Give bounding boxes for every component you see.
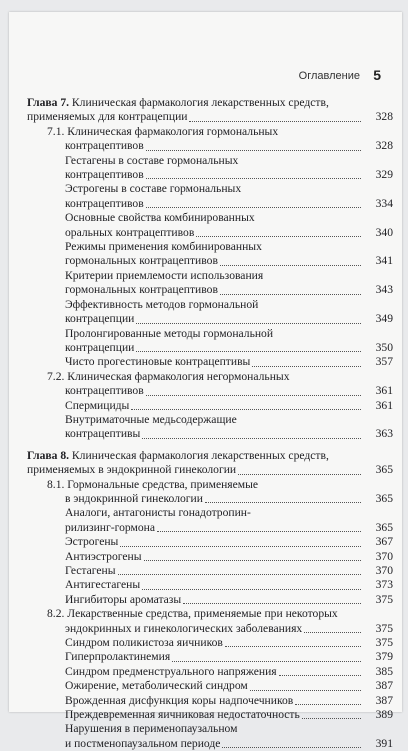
toc-entry-text: Ожирение, метаболический синдром xyxy=(65,679,248,693)
toc-entry-text: Гестагены в составе гормональных xyxy=(65,153,239,167)
toc-entry-text: оральных контрацептивов xyxy=(65,225,195,239)
dot-leader xyxy=(279,675,361,676)
toc-page-number: 387 xyxy=(375,693,393,707)
toc-subsection-entry[interactable] xyxy=(27,535,393,549)
toc-entry-text: контрацептивов xyxy=(65,168,144,182)
dot-leader xyxy=(220,294,361,295)
dot-leader xyxy=(146,207,361,208)
toc-section-entry[interactable] xyxy=(27,478,393,507)
dot-leader xyxy=(302,718,361,719)
toc-entry-text: контрацепции xyxy=(65,312,135,326)
dot-leader xyxy=(220,265,361,266)
dot-leader xyxy=(183,603,361,604)
toc-entry-text: контрацептивы xyxy=(65,427,141,441)
dot-leader xyxy=(118,574,362,575)
toc-subsection-entry[interactable] xyxy=(27,413,393,442)
dot-leader xyxy=(142,589,361,590)
toc-entry-text: Режимы применения комбинированных xyxy=(65,240,262,254)
dot-leader xyxy=(136,323,361,324)
page-header xyxy=(9,67,402,89)
dot-leader xyxy=(172,661,361,662)
dot-leader xyxy=(157,531,361,532)
toc-entry-text: Клиническая фармакология лекарственных средств, xyxy=(71,96,329,109)
toc-entry-text: Внутриматочные медьсодержащие xyxy=(65,412,237,426)
toc-subsection-entry[interactable] xyxy=(27,182,393,211)
toc-entry-text: Основные свойства комбинированных xyxy=(65,211,255,225)
toc-subsection-entry[interactable] xyxy=(27,694,393,708)
toc-entry-text: Эстрогены xyxy=(65,535,119,549)
toc-entry-text: 7.1. Клиническая фармакология гормональных xyxy=(47,124,279,138)
toc-entry-text: контрацептивов xyxy=(65,384,144,398)
toc-page-number: 365 xyxy=(375,463,393,477)
toc-page-number: 361 xyxy=(375,398,393,412)
toc-subsection-entry[interactable] xyxy=(27,564,393,578)
toc-entry-text: контрацепции xyxy=(65,340,135,354)
toc-entry-text: контрацептивов xyxy=(65,139,144,153)
toc-subsection-entry[interactable] xyxy=(27,355,393,369)
dot-leader xyxy=(205,502,361,503)
toc-entry-text: гормональных контрацептивов xyxy=(65,283,218,297)
toc-entry-text: Ингибиторы ароматазы xyxy=(65,592,182,606)
toc-subsection-entry[interactable] xyxy=(27,650,393,664)
toc-entry-text: Спермициды xyxy=(65,398,130,412)
toc-entry-text: эндокринных и гинекологических заболеваниях xyxy=(65,621,303,635)
dot-leader xyxy=(252,366,361,367)
toc-entry-text: Нарушения в перименопаузальном xyxy=(65,722,238,736)
toc-page-number: 367 xyxy=(375,535,393,549)
toc-entry-text: гормональных контрацептивов xyxy=(65,254,218,268)
toc-entry-text: Синдром предменструального напряжения xyxy=(65,664,277,678)
toc-entry-text: Гестагены xyxy=(65,564,116,577)
toc-entry-text: рилизинг-гормона xyxy=(65,520,155,534)
toc-entry-text: Клиническая фармакология лекарственных средств, xyxy=(71,448,329,462)
toc-page-number: 370 xyxy=(375,549,393,563)
chapter-label: Глава 7. xyxy=(27,96,72,109)
toc-subsection-entry[interactable] xyxy=(27,399,393,413)
toc-subsection-entry[interactable] xyxy=(27,679,393,693)
toc-entry-text: Антигестагены xyxy=(65,578,141,592)
toc-entry-text: применяемых в эндокринной гинекологии xyxy=(27,463,237,477)
toc-subsection-entry[interactable] xyxy=(27,269,393,298)
toc-page-number: 370 xyxy=(375,564,393,577)
page-number: 5 xyxy=(373,67,381,83)
dot-leader xyxy=(142,438,361,439)
toc-subsection-entry[interactable] xyxy=(27,506,393,535)
toc-page-number: 365 xyxy=(375,520,393,534)
toc-page-number: 350 xyxy=(375,340,393,354)
toc-entry-text: и постменопаузальном периоде xyxy=(65,736,221,750)
dot-leader xyxy=(146,395,361,396)
toc-page-number: 387 xyxy=(375,679,393,693)
toc-page-number: 389 xyxy=(375,708,393,722)
toc-page-number: 328 xyxy=(375,139,393,153)
toc-page-number: 375 xyxy=(375,592,393,606)
toc-subsection-entry[interactable] xyxy=(27,154,393,183)
toc-page-number: 373 xyxy=(375,578,393,592)
toc-subsection-entry[interactable] xyxy=(27,550,393,564)
toc-entry-text: Пролонгированные методы гормональной xyxy=(65,326,274,340)
toc-page-number: 363 xyxy=(375,427,393,441)
toc-subsection-entry[interactable] xyxy=(27,636,393,650)
toc-entry-text: в эндокринной гинекологии xyxy=(65,491,203,505)
toc-page-number: 334 xyxy=(375,196,393,210)
toc-entry-text: Эффективность методов гормональной xyxy=(65,297,259,311)
toc-subsection-entry[interactable] xyxy=(27,708,393,722)
dot-leader xyxy=(144,560,361,561)
toc-page-number: 365 xyxy=(375,491,393,505)
toc-page-number: 343 xyxy=(375,283,393,297)
toc-entry-text: Чисто прогестиновые контрацептивы xyxy=(65,355,251,369)
toc-entry-text: Аналоги, антагонисты гонадотропин- xyxy=(65,506,251,520)
toc-page-number: 385 xyxy=(375,664,393,678)
toc-section-entry[interactable] xyxy=(27,370,393,399)
toc-entry-text: Преждевременная яичниковая недостаточность xyxy=(65,708,300,722)
running-title: Оглавление xyxy=(298,70,360,82)
dot-leader xyxy=(225,646,361,647)
toc-page-number: 375 xyxy=(375,636,393,650)
dot-leader xyxy=(146,150,361,151)
toc-entry-text: Гиперпролактинемия xyxy=(65,650,171,664)
toc-entry-text: 8.1. Гормональные средства, применяемые xyxy=(47,477,259,491)
toc-subsection-entry[interactable] xyxy=(27,578,393,592)
toc-subsection-entry[interactable] xyxy=(27,593,393,607)
toc-entry-text: Антиэстрогены xyxy=(65,549,142,563)
dot-leader xyxy=(136,351,361,352)
toc-page-number: 391 xyxy=(375,736,393,750)
toc-subsection-entry[interactable] xyxy=(27,240,393,269)
dot-leader xyxy=(250,690,361,691)
toc-page-number: 341 xyxy=(375,254,393,268)
toc-entry-text: контрацептивов xyxy=(65,196,144,210)
table-of-contents xyxy=(27,96,393,751)
toc-entry-text: 8.2. Лекарственные средства, применяемые при некоторых xyxy=(47,607,338,621)
book-page xyxy=(9,12,402,750)
chapter-gap xyxy=(27,442,393,449)
toc-entry-text: Критерии приемлемости использования xyxy=(65,268,264,282)
toc-subsection-entry[interactable] xyxy=(27,665,393,679)
dot-leader xyxy=(304,632,361,633)
dot-leader xyxy=(120,546,361,547)
toc-chapter-entry[interactable] xyxy=(27,449,393,478)
toc-entry-text: Синдром поликистоза яичников xyxy=(65,636,223,650)
toc-page-number: 349 xyxy=(375,312,393,326)
dot-leader xyxy=(238,474,361,475)
toc-entry-text: 7.2. Клиническая фармакология негормональных xyxy=(47,369,290,383)
toc-page-number: 357 xyxy=(375,355,393,369)
toc-section-entry[interactable] xyxy=(27,125,393,154)
toc-page-number: 329 xyxy=(375,168,393,182)
dot-leader xyxy=(131,409,361,410)
toc-subsection-entry[interactable] xyxy=(27,327,393,356)
toc-subsection-entry[interactable] xyxy=(27,722,393,751)
toc-entry-text: Эстрогены в составе гормональных xyxy=(65,182,242,196)
dot-leader xyxy=(189,121,361,122)
dot-leader xyxy=(222,747,361,748)
chapter-label: Глава 8. xyxy=(27,448,72,462)
toc-entry-text: Врожденная дисфункция коры надпочечников xyxy=(65,693,294,707)
toc-page-number: 328 xyxy=(375,110,393,124)
toc-section-entry[interactable] xyxy=(27,607,393,636)
toc-page-number: 379 xyxy=(375,650,393,664)
dot-leader xyxy=(295,704,361,705)
dot-leader xyxy=(146,178,361,179)
toc-entry-text: применяемых для контрацепции xyxy=(27,110,188,124)
toc-subsection-entry[interactable] xyxy=(27,211,393,240)
toc-page-number: 361 xyxy=(375,384,393,398)
toc-subsection-entry[interactable] xyxy=(27,298,393,327)
toc-chapter-entry[interactable] xyxy=(27,96,393,125)
dot-leader xyxy=(196,236,361,237)
toc-page-number: 375 xyxy=(375,621,393,635)
toc-page-number: 340 xyxy=(375,225,393,239)
